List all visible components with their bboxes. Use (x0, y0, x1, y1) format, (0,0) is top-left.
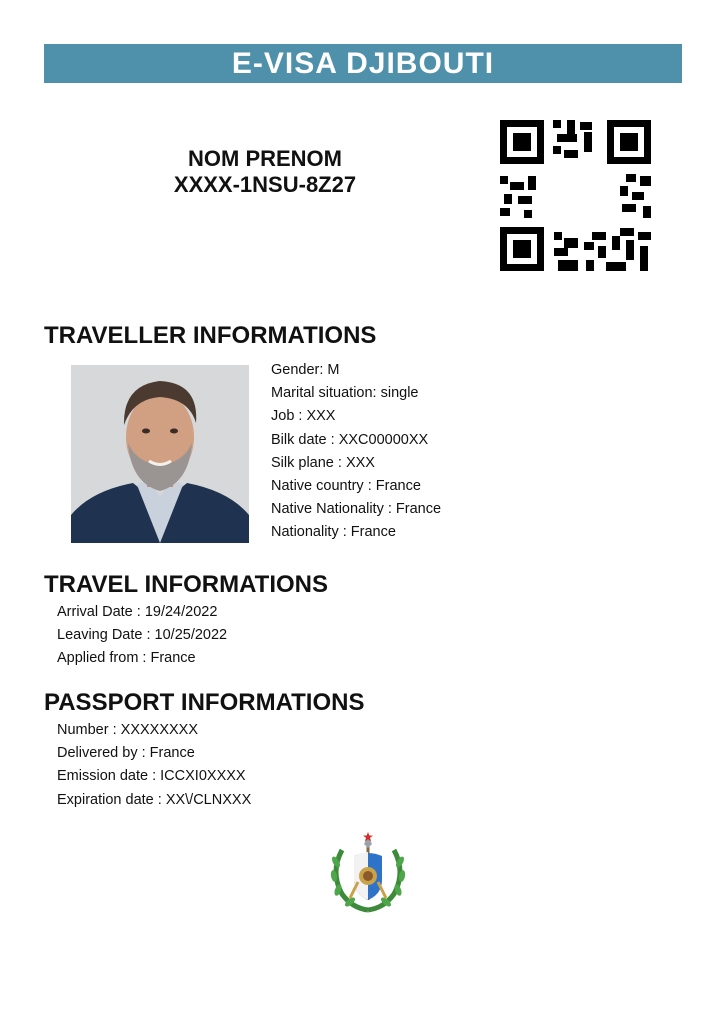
qr-code-icon (500, 120, 651, 271)
gender-field: Gender: M (271, 362, 340, 378)
marital-situation-field: Marital situation: single (271, 385, 419, 402)
traveller-fields (271, 359, 441, 545)
native-nationality-field: Native Nationality : France (271, 501, 442, 518)
birth-date-field: Bilk date : XXC00000XX (271, 431, 429, 448)
traveller-photo (71, 365, 249, 543)
delivered-by-field: Delivered by : France (57, 745, 195, 762)
emission-date-field: Emission date : ICCXI0XXXX (57, 768, 246, 785)
djibouti-emblem-icon (328, 832, 408, 914)
passport-fields (57, 719, 251, 812)
document-title: E-VISA DJIBOUTI (231, 46, 495, 80)
holder-name: NOM PRENOM (188, 146, 342, 171)
traveller-section-title: TRAVELLER INFORMATIONS (44, 322, 377, 349)
expiration-date-field: Expiration date : XX\/CLNXXX (57, 791, 252, 808)
arrival-date-field: Arrival Date : 19/24/2022 (57, 604, 218, 620)
native-country-field: Native country : France (271, 477, 421, 494)
travel-section-title: TRAVEL INFORMATIONS (44, 571, 328, 598)
portrait-icon (71, 365, 249, 543)
job-field: Job : XXX (271, 408, 336, 425)
visa-number: XXXX-1NSU-8Z27 (173, 172, 357, 197)
applied-from-field: Applied from : France (57, 650, 196, 667)
holder-block (130, 146, 400, 198)
leaving-date-field: Leaving Date : 10/25/2022 (57, 627, 228, 644)
travel-fields (57, 601, 227, 671)
birth-place-field: Silk plane : XXX (271, 454, 375, 471)
nationality-field: Nationality : France (271, 524, 396, 541)
title-banner (44, 44, 682, 83)
passport-number-field: Number : XXXXXXXX (57, 722, 199, 738)
passport-section-title: PASSPORT INFORMATIONS (44, 689, 365, 716)
